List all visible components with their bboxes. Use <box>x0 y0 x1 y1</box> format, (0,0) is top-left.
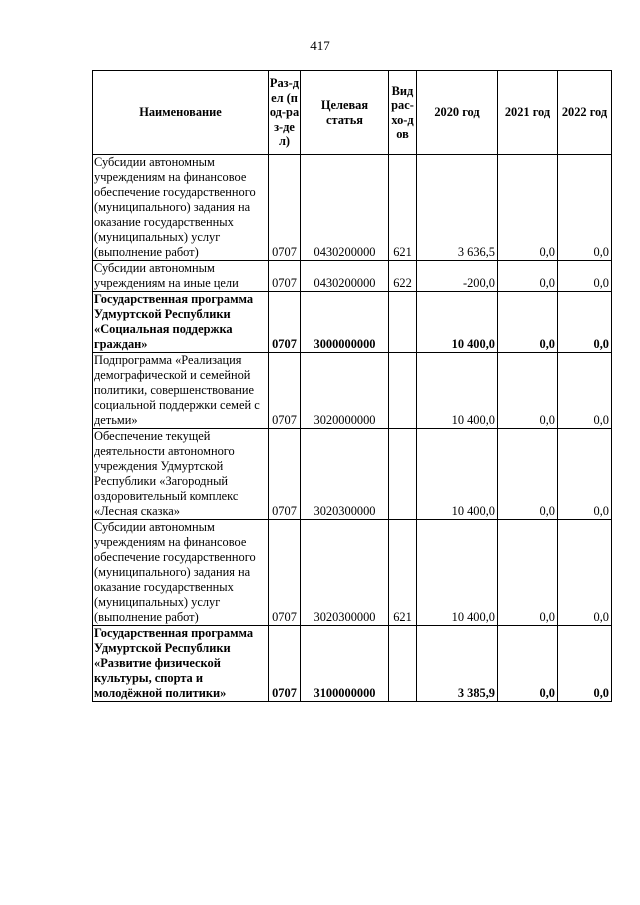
cell-target: 0430200000 <box>301 261 389 292</box>
cell-2020: -200,0 <box>417 261 498 292</box>
table-row <box>93 353 612 429</box>
cell-2021: 0,0 <box>498 353 558 429</box>
cell-section: 0707 <box>269 261 301 292</box>
cell-2022: 0,0 <box>558 261 612 292</box>
cell-expense-type: 622 <box>389 261 417 292</box>
header-name: Наименование <box>93 71 269 155</box>
header-2021: 2021 год <box>498 71 558 155</box>
table-row <box>93 626 612 702</box>
cell-target: 3100000000 <box>301 626 389 702</box>
cell-expense-type <box>389 429 417 520</box>
cell-2021: 0,0 <box>498 626 558 702</box>
cell-2022: 0,0 <box>558 155 612 261</box>
cell-expense-type <box>389 292 417 353</box>
header-expense-type <box>389 71 417 155</box>
cell-section: 0707 <box>269 155 301 261</box>
cell-section: 0707 <box>269 429 301 520</box>
header-2020: 2020 год <box>417 71 498 155</box>
cell-2020: 10 400,0 <box>417 520 498 626</box>
header-section-text: Раз-дел (под-раз-дел) <box>269 76 300 149</box>
table-row <box>93 520 612 626</box>
cell-target: 3020300000 <box>301 429 389 520</box>
cell-2022: 0,0 <box>558 353 612 429</box>
cell-target: 3020000000 <box>301 353 389 429</box>
header-2022: 2022 год <box>558 71 612 155</box>
cell-target: 0430200000 <box>301 155 389 261</box>
cell-2020: 10 400,0 <box>417 353 498 429</box>
cell-2021: 0,0 <box>498 155 558 261</box>
budget-table <box>92 70 612 702</box>
cell-expense-type <box>389 353 417 429</box>
header-expense-type-text: Вид рас-хо-дов <box>391 83 414 141</box>
cell-expense-type <box>389 626 417 702</box>
cell-section: 0707 <box>269 626 301 702</box>
table-header-row <box>93 71 612 155</box>
cell-target: 3020300000 <box>301 520 389 626</box>
header-target <box>301 71 389 155</box>
cell-2022: 0,0 <box>558 626 612 702</box>
header-section <box>269 71 301 155</box>
cell-expense-type: 621 <box>389 520 417 626</box>
cell-2021: 0,0 <box>498 520 558 626</box>
cell-name: Подпрограмма «Реализация демографической и семейной политики, совершенствование социальной поддержки семей с детьми» <box>93 353 269 429</box>
table-row <box>93 155 612 261</box>
cell-2021: 0,0 <box>498 261 558 292</box>
cell-name: Государственная программа Удмуртской Республики «Развитие физической культуры, спорта и молодёжной политики» <box>93 626 269 702</box>
cell-name: Обеспечение текущей деятельности автономного учреждения Удмуртской Республики «Загородный оздоровительный комплекс «Лесная сказка» <box>93 429 269 520</box>
cell-section: 0707 <box>269 520 301 626</box>
cell-2021: 0,0 <box>498 429 558 520</box>
cell-section: 0707 <box>269 353 301 429</box>
cell-2022: 0,0 <box>558 292 612 353</box>
cell-2020: 3 385,9 <box>417 626 498 702</box>
cell-name: Субсидии автономным учреждениям на иные цели <box>93 261 269 292</box>
cell-2022: 0,0 <box>558 429 612 520</box>
cell-section: 0707 <box>269 292 301 353</box>
cell-2022: 0,0 <box>558 520 612 626</box>
cell-name: Субсидии автономным учреждениям на финансовое обеспечение государственного (муниципального) задания на оказание государственных (муниципальных) услуг (выполнение работ) <box>93 155 269 261</box>
cell-name: Субсидии автономным учреждениям на финансовое обеспечение государственного (муниципального) задания на оказание государственных (муниципальных) услуг (выполнение работ) <box>93 520 269 626</box>
cell-2020: 3 636,5 <box>417 155 498 261</box>
table-row <box>93 429 612 520</box>
cell-name: Государственная программа Удмуртской Республики «Социальная поддержка граждан» <box>93 292 269 353</box>
cell-expense-type: 621 <box>389 155 417 261</box>
table-row <box>93 292 612 353</box>
header-target-text: Целевая статья <box>320 98 369 127</box>
cell-2020: 10 400,0 <box>417 292 498 353</box>
table-row <box>93 261 612 292</box>
cell-2021: 0,0 <box>498 292 558 353</box>
page-number: 417 <box>310 38 330 53</box>
cell-2020: 10 400,0 <box>417 429 498 520</box>
cell-target: 3000000000 <box>301 292 389 353</box>
